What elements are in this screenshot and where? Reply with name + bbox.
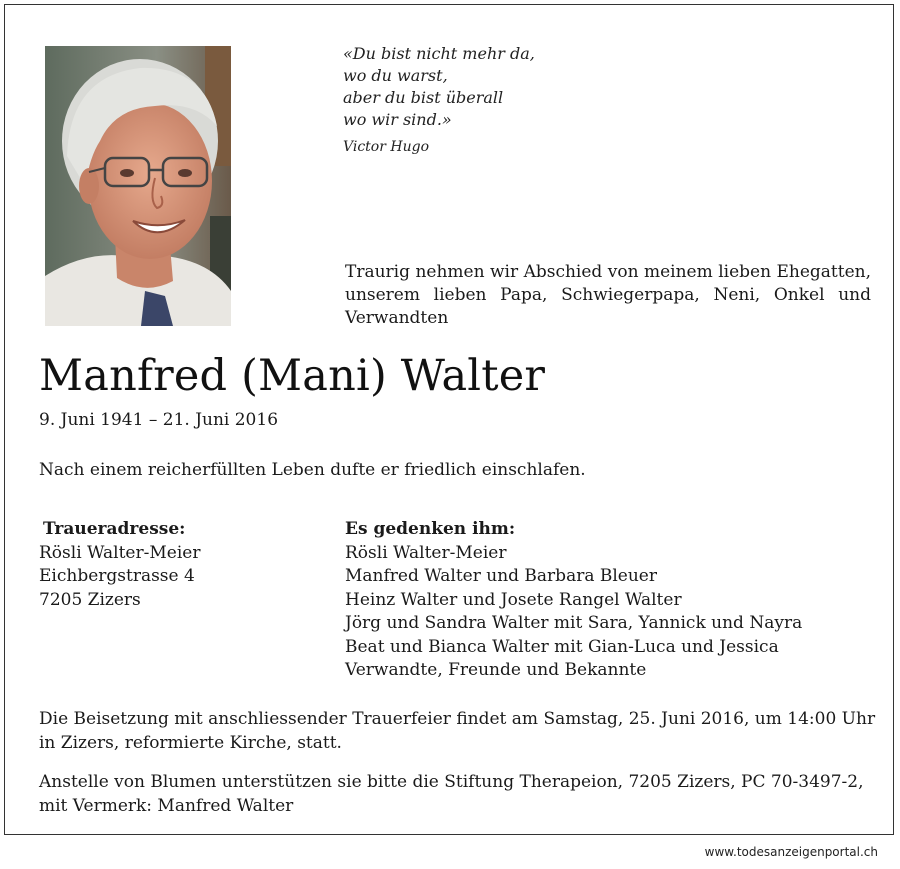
funeral-notice bbox=[39, 708, 879, 755]
mourner-line: Verwandte, Freunde und Bekannte bbox=[345, 660, 647, 680]
quote-line: wo du warst, bbox=[343, 66, 448, 85]
mourner-line: Manfred Walter und Barbara Bleuer bbox=[345, 566, 657, 586]
mourning-address bbox=[39, 518, 319, 612]
quote-line: wo wir sind.» bbox=[343, 110, 452, 129]
life-dates: 9. Juni 1941 – 21. Juni 2016 bbox=[39, 410, 279, 430]
mourner-line: Jörg und Sandra Walter mit Sara, Yannick und Nayra bbox=[345, 613, 803, 633]
donation-line: Anstelle von Blumen unterstützen sie bitte die Stiftung Therapeion, 7205 Zizers, PC 70-3497-2, bbox=[39, 772, 864, 792]
quote-line: «Du bist nicht mehr da, bbox=[343, 44, 535, 63]
mourner-line: Rösli Walter-Meier bbox=[345, 542, 507, 563]
address-heading: Traueradresse: bbox=[43, 519, 186, 539]
address-line: 7205 Zizers bbox=[39, 589, 141, 610]
intro-text: Traurig nehmen wir Abschied von meinem lieben Ehegatten, unserem lieben Papa, Schwiegerpapa, Neni, Onkel und Verwandten bbox=[345, 262, 871, 328]
deceased-name: Manfred (Mani) Walter bbox=[39, 351, 546, 401]
mourners-heading: Es gedenken ihm: bbox=[345, 519, 516, 539]
address-line: Eichbergstrasse 4 bbox=[39, 566, 195, 586]
portrait-illustration bbox=[45, 46, 231, 326]
donation-line: mit Vermerk: Manfred Walter bbox=[39, 795, 294, 816]
donation-notice bbox=[39, 771, 879, 818]
mourner-line: Heinz Walter und Josete Rangel Walter bbox=[345, 589, 682, 610]
portal-link[interactable]: www.todesanzeigenportal.ch bbox=[704, 845, 878, 859]
mourner-line: Beat und Bianca Walter mit Gian-Luca und Jessica bbox=[345, 636, 779, 657]
mourners-list bbox=[345, 518, 865, 683]
quote bbox=[343, 43, 643, 131]
quote-author: Victor Hugo bbox=[343, 139, 429, 155]
portrait-photo bbox=[45, 46, 231, 326]
address-line: Rösli Walter-Meier bbox=[39, 542, 201, 563]
funeral-line: Die Beisetzung mit anschliessender Trauerfeier findet am Samstag, 25. Juni 2016, um 14:00 Uhr bbox=[39, 709, 876, 729]
farewell-sentence: Nach einem reicherfüllten Leben dufte er friedlich einschlafen. bbox=[39, 460, 586, 480]
funeral-line: in Zizers, reformierte Kirche, statt. bbox=[39, 732, 342, 753]
obituary-card bbox=[4, 4, 894, 835]
quote-line: aber du bist überall bbox=[343, 88, 504, 107]
